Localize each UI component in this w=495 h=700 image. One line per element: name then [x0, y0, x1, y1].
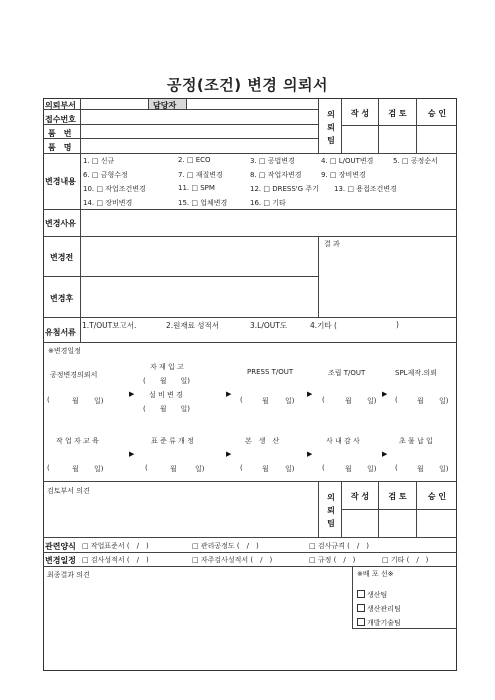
arrow-right-icon: ▶ — [382, 390, 388, 398]
person-in-charge-label: 담당자 — [153, 101, 177, 110]
form-work-standard[interactable]: □ 작업표준서 ( / ) — [82, 542, 149, 550]
schedule-initial-delivery: 초 물 납 입 — [399, 437, 433, 445]
option-14[interactable]: 14. □ 장비변경 — [83, 199, 133, 207]
option-9[interactable]: 9. □ 장비변경 — [321, 171, 366, 179]
option-4[interactable]: 4. □ L/OUT변경 — [321, 157, 374, 165]
form-self-inspection[interactable]: □ 자주검사성적서 ( / ) — [192, 556, 273, 564]
option-6[interactable]: 6. □ 금형수정 — [83, 171, 128, 179]
before-field[interactable] — [81, 237, 317, 275]
attachment-layout-drawing: 3.L/OUT도 — [250, 321, 288, 330]
schedule-equipment-change: 설 비 변 경 — [149, 391, 183, 399]
form-regulation[interactable]: □ 규정 ( / ) — [309, 556, 356, 564]
option-10[interactable]: 10. □ 작업조건변경 — [83, 185, 146, 193]
date-equipment-change[interactable]: ( 월 일) — [143, 405, 190, 413]
approval-approve-header: 승 인 — [427, 109, 447, 118]
schedule-spl-request: SPL제작.의뢰 — [395, 369, 437, 377]
schedule-material-receipt: 자 재 입 고 — [150, 363, 184, 371]
requesting-dept-field[interactable] — [81, 99, 147, 109]
part-no-label: 품 번 — [48, 129, 72, 138]
form-control-plan[interactable]: □ 관리공정도 ( / ) — [192, 542, 259, 550]
reason-label: 변경사유 — [45, 219, 76, 228]
schedule-assembly-tout: 조립 T/OUT — [328, 369, 366, 377]
arrow-right-icon: ▶ — [307, 390, 313, 398]
related-forms-label: 관련양식 — [45, 542, 76, 551]
approval-approve-header: 승 인 — [427, 492, 447, 501]
page-title: 공정(조건) 변경 의뢰서 — [166, 76, 329, 94]
distribution-item[interactable]: 생산관리팀 — [356, 596, 401, 615]
option-12[interactable]: 12. □ DRESS'G 주기 — [250, 185, 319, 193]
part-name-label: 품 명 — [48, 143, 72, 152]
approval-write-header: 작 성 — [350, 492, 370, 501]
date-material-receipt[interactable]: ( 월 일) — [143, 377, 190, 385]
schedule-process-request: 공정변경의뢰서 — [50, 371, 98, 379]
arrow-right-icon: ▶ — [226, 450, 232, 458]
result-label: 결 과 — [324, 240, 340, 248]
form-inspection-report[interactable]: □ 검사성적서 ( / ) — [82, 556, 149, 564]
receipt-no-field[interactable] — [81, 110, 317, 123]
arrow-right-icon: ▶ — [382, 450, 388, 458]
schedule-heading: ※변경일정 — [48, 347, 81, 355]
related-docs-label: 유첨서류 — [45, 328, 76, 337]
after-label: 변경후 — [50, 294, 74, 303]
distribution-item[interactable]: 개발기술팀 — [356, 610, 401, 629]
schedule-change-label: 변경일정 — [45, 556, 76, 565]
reason-field[interactable] — [81, 210, 456, 235]
approval-side-label: 의 뢰 팀 — [327, 110, 335, 145]
schedule-internal-audit: 사 내 감 사 — [326, 437, 360, 445]
option-1[interactable]: 1. □ 신규 — [83, 157, 115, 165]
option-11[interactable]: 11. □ SPM — [178, 184, 215, 192]
requesting-dept-label: 의뢰부서 — [45, 101, 76, 110]
option-3[interactable]: 3. □ 공법변경 — [250, 157, 295, 165]
before-label: 변경전 — [50, 253, 74, 262]
schedule-press-tout: PRESS T/OUT — [247, 368, 294, 376]
approval-review-header: 검 토 — [388, 492, 407, 501]
arrow-right-icon: ▶ — [226, 390, 232, 398]
person-in-charge-field[interactable] — [187, 99, 317, 109]
option-13[interactable]: 13. □ 용접조건변경 — [334, 185, 397, 193]
form-inspection-spec[interactable]: □ 검사규격 ( / ) — [309, 542, 369, 550]
schedule-mass-production: 본 생 산 — [245, 437, 280, 445]
attachment-other: 4.기타 ( — [310, 321, 337, 330]
final-opinion-label: 최종결과 의견 — [47, 571, 90, 579]
option-2[interactable]: 2. □ ECO — [178, 156, 211, 164]
approval-review-header: 검 토 — [388, 109, 407, 118]
after-field[interactable] — [81, 277, 317, 316]
result-field[interactable] — [319, 248, 456, 316]
approval-write-header: 작 성 — [350, 109, 370, 118]
arrow-right-icon: ▶ — [307, 450, 313, 458]
option-16[interactable]: 16. □ 기타 — [250, 199, 286, 207]
schedule-standard-revision: 표 준 류 개 정 — [151, 437, 194, 445]
distribution-heading: ※배 포 선※ — [357, 570, 394, 578]
form-other[interactable]: □ 기타 ( / ) — [382, 556, 429, 564]
attachment-other-close: ) — [396, 320, 399, 329]
option-5[interactable]: 5. □ 공정순서 — [393, 157, 438, 165]
attachment-material-cert: 2.원재료 성적서 — [166, 321, 220, 330]
option-15[interactable]: 15. □ 업체변경 — [178, 199, 228, 207]
checkbox-icon — [357, 618, 365, 626]
option-8[interactable]: 8. □ 작업자변경 — [250, 171, 302, 179]
review-opinion-field[interactable] — [44, 497, 317, 536]
approval-side-label: 의 뢰 팀 — [327, 493, 335, 528]
arrow-right-icon: ▶ — [129, 390, 135, 398]
attachment-tout-report: 1.T/OUT보고서. — [82, 321, 137, 330]
schedule-worker-training: 작 업 자 교 육 — [56, 437, 99, 445]
change-content-label: 변경내용 — [45, 177, 76, 186]
distribution-item[interactable]: 생산팀 — [356, 582, 387, 601]
arrow-right-icon: ▶ — [129, 450, 135, 458]
receipt-no-label: 접수번호 — [45, 115, 76, 124]
final-opinion-field[interactable] — [44, 582, 351, 670]
review-opinion-label: 검토부서 의견 — [47, 487, 90, 495]
option-7[interactable]: 7. □ 재질변경 — [178, 171, 223, 179]
